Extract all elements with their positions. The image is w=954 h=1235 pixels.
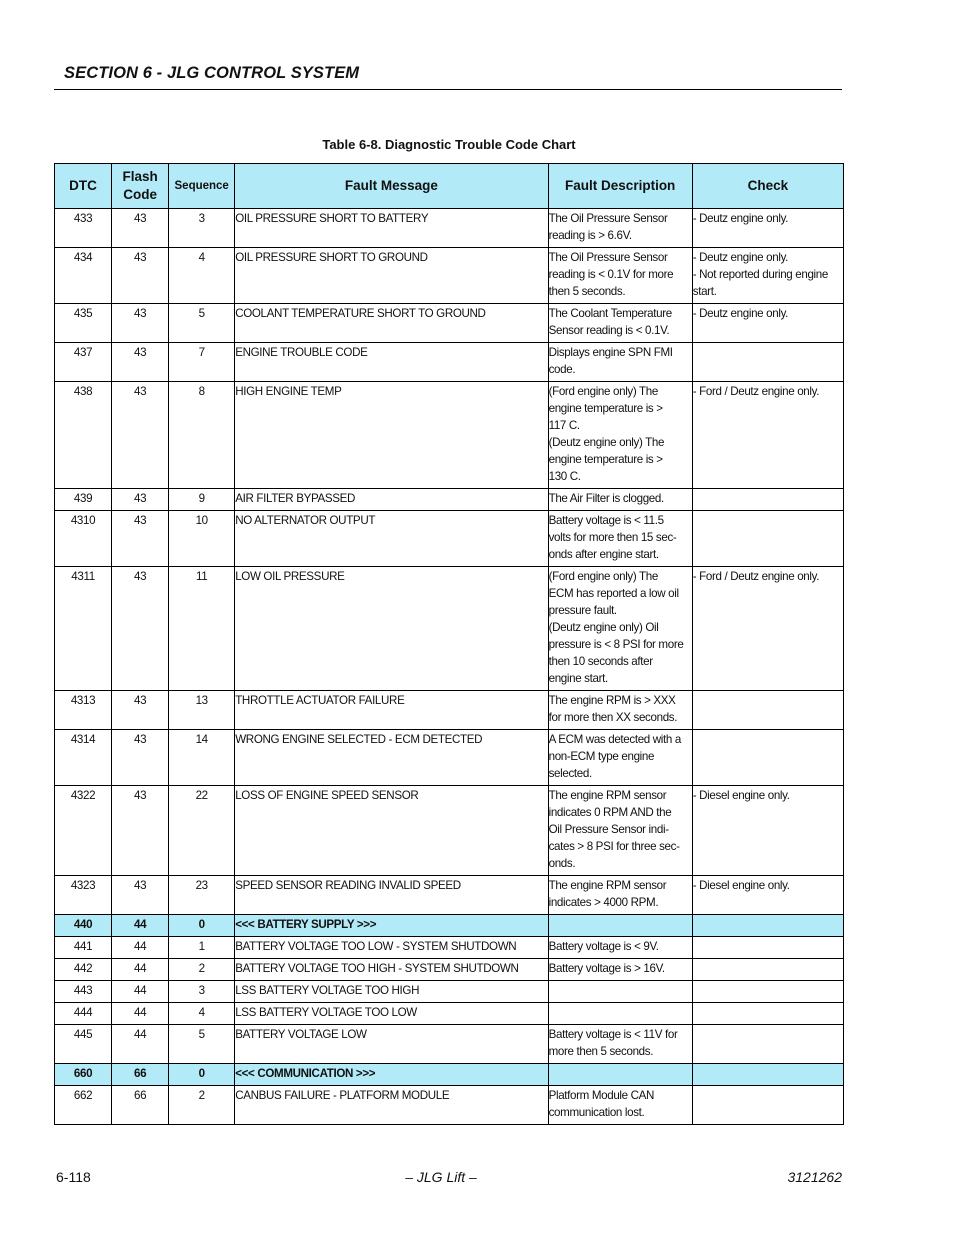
flash-code-cell: 44 xyxy=(112,981,169,1003)
dtc-cell: 441 xyxy=(55,937,112,959)
check-line: - Ford / Deutz engine only. xyxy=(692,385,820,398)
flash-header-line: Flash xyxy=(122,169,158,184)
flash-code-cell: 66 xyxy=(112,1086,169,1125)
fault-description-line: The engine RPM sensor xyxy=(548,789,667,802)
check-line: - Deutz engine only. xyxy=(692,251,789,264)
table-header-row xyxy=(55,164,844,209)
sequence-cell: 9 xyxy=(169,489,235,511)
check-cell xyxy=(692,209,843,248)
check-cell xyxy=(692,981,843,1003)
table-row xyxy=(55,915,844,937)
flash-header-line: Code xyxy=(123,187,157,202)
dtc-cell: 4310 xyxy=(55,511,112,567)
check-cell xyxy=(692,959,843,981)
fault-description-line: Battery voltage is < 9V. xyxy=(548,940,659,953)
fault-description-line: engine temperature is > xyxy=(548,453,663,466)
fault-message-cell: <<< BATTERY SUPPLY >>> xyxy=(235,915,548,937)
fault-description-line: Sensor reading is < 0.1V. xyxy=(548,324,670,337)
fault-description-line: indicates 0 RPM AND the xyxy=(548,806,672,819)
column-header-flash-code xyxy=(112,164,169,209)
fault-description-line: The Air Filter is clogged. xyxy=(548,492,664,505)
table-row xyxy=(55,691,844,730)
sequence-cell: 14 xyxy=(169,730,235,786)
table-row xyxy=(55,786,844,876)
dtc-cell: 4311 xyxy=(55,567,112,691)
check-cell xyxy=(692,915,843,937)
table-row xyxy=(55,959,844,981)
check-line: start. xyxy=(692,285,717,298)
check-line: - Diesel engine only. xyxy=(692,789,790,802)
fault-message-cell: COOLANT TEMPERATURE SHORT TO GROUND xyxy=(235,304,548,343)
dtc-cell: 4313 xyxy=(55,691,112,730)
fault-description-line: pressure fault. xyxy=(548,604,617,617)
fault-description-line: pressure is < 8 PSI for more xyxy=(548,638,684,651)
dtc-cell: 434 xyxy=(55,248,112,304)
fault-description-cell xyxy=(548,209,692,248)
fault-message-cell: LSS BATTERY VOLTAGE TOO LOW xyxy=(235,1003,548,1025)
fault-description-line: (Deutz engine only) Oil xyxy=(548,621,659,634)
fault-message-cell: THROTTLE ACTUATOR FAILURE xyxy=(235,691,548,730)
column-header-fault-description: Fault Description xyxy=(548,164,692,209)
flash-code-cell: 43 xyxy=(112,691,169,730)
table-row xyxy=(55,1025,844,1064)
fault-description-cell xyxy=(548,730,692,786)
footer-brand: – JLG Lift – xyxy=(405,1169,477,1185)
sequence-cell: 0 xyxy=(169,1064,235,1086)
check-cell xyxy=(692,691,843,730)
flash-code-cell: 43 xyxy=(112,786,169,876)
fault-description-line: then 5 seconds. xyxy=(548,285,626,298)
fault-description-cell xyxy=(548,786,692,876)
table-row xyxy=(55,489,844,511)
fault-description-line: selected. xyxy=(548,767,592,780)
flash-code-cell: 44 xyxy=(112,1003,169,1025)
flash-code-cell: 66 xyxy=(112,1064,169,1086)
check-cell xyxy=(692,1086,843,1125)
check-cell xyxy=(692,876,843,915)
fault-message-cell: AIR FILTER BYPASSED xyxy=(235,489,548,511)
fault-message-cell: LSS BATTERY VOLTAGE TOO HIGH xyxy=(235,981,548,1003)
fault-description-line: Battery voltage is < 11V for xyxy=(548,1028,678,1041)
flash-code-cell: 43 xyxy=(112,876,169,915)
dtc-cell: 438 xyxy=(55,382,112,489)
dtc-cell: 443 xyxy=(55,981,112,1003)
table-row xyxy=(55,981,844,1003)
fault-message-cell: BATTERY VOLTAGE TOO LOW - SYSTEM SHUTDOWN xyxy=(235,937,548,959)
fault-message-cell: BATTERY VOLTAGE TOO HIGH - SYSTEM SHUTDOWN xyxy=(235,959,548,981)
fault-message-cell: NO ALTERNATOR OUTPUT xyxy=(235,511,548,567)
table-row xyxy=(55,1086,844,1125)
fault-message-cell: BATTERY VOLTAGE LOW xyxy=(235,1025,548,1064)
fault-description-cell xyxy=(548,691,692,730)
sequence-cell: 1 xyxy=(169,937,235,959)
check-line: - Diesel engine only. xyxy=(692,879,790,892)
table-row xyxy=(55,248,844,304)
dtc-cell: 445 xyxy=(55,1025,112,1064)
fault-description-line: Battery voltage is > 16V. xyxy=(548,962,665,975)
sequence-cell: 4 xyxy=(169,1003,235,1025)
flash-code-cell: 43 xyxy=(112,209,169,248)
fault-description-line: engine temperature is > xyxy=(548,402,663,415)
fault-description-line: onds. xyxy=(548,857,576,870)
check-cell xyxy=(692,489,843,511)
dtc-cell: 442 xyxy=(55,959,112,981)
fault-description-line: Oil Pressure Sensor indi- xyxy=(548,823,669,836)
fault-description-cell xyxy=(548,915,692,937)
check-cell xyxy=(692,730,843,786)
dtc-cell: 660 xyxy=(55,1064,112,1086)
fault-description-cell xyxy=(548,1064,692,1086)
fault-description-line: volts for more then 15 sec- xyxy=(548,531,677,544)
sequence-cell: 4 xyxy=(169,248,235,304)
fault-message-cell: <<< COMMUNICATION >>> xyxy=(235,1064,548,1086)
fault-description-line: for more then XX seconds. xyxy=(548,711,678,724)
fault-description-cell xyxy=(548,489,692,511)
fault-description-line: Displays engine SPN FMI xyxy=(548,346,673,359)
fault-description-cell xyxy=(548,959,692,981)
fault-message-cell: HIGH ENGINE TEMP xyxy=(235,382,548,489)
fault-description-cell xyxy=(548,1003,692,1025)
fault-description-line: then 10 seconds after xyxy=(548,655,653,668)
flash-code-cell: 44 xyxy=(112,915,169,937)
header-rule xyxy=(54,89,842,90)
fault-description-line: The Oil Pressure Sensor xyxy=(548,251,668,264)
check-cell xyxy=(692,1003,843,1025)
column-header-check: Check xyxy=(692,164,843,209)
flash-code-cell: 43 xyxy=(112,248,169,304)
fault-description-line: cates > 8 PSI for three sec- xyxy=(548,840,680,853)
table-row xyxy=(55,567,844,691)
fault-description-line: (Deutz engine only) The xyxy=(548,436,665,449)
fault-description-cell xyxy=(548,343,692,382)
sequence-cell: 2 xyxy=(169,959,235,981)
fault-description-line: Platform Module CAN xyxy=(548,1089,655,1102)
flash-code-cell: 43 xyxy=(112,382,169,489)
fault-message-cell: CANBUS FAILURE - PLATFORM MODULE xyxy=(235,1086,548,1125)
fault-description-cell xyxy=(548,1025,692,1064)
dtc-cell: 435 xyxy=(55,304,112,343)
flash-code-cell: 43 xyxy=(112,489,169,511)
fault-description-line: The Coolant Temperature xyxy=(548,307,672,320)
fault-description-line: non-ECM type engine xyxy=(548,750,655,763)
check-line: - Deutz engine only. xyxy=(692,212,789,225)
fault-description-line: (Ford engine only) The xyxy=(548,570,658,583)
table-row xyxy=(55,1003,844,1025)
fault-message-cell: WRONG ENGINE SELECTED - ECM DETECTED xyxy=(235,730,548,786)
fault-description-line: engine start. xyxy=(548,672,608,685)
sequence-cell: 13 xyxy=(169,691,235,730)
page-number: 6-118 xyxy=(56,1169,91,1185)
table-row xyxy=(55,937,844,959)
table-row xyxy=(55,343,844,382)
dtc-cell: 444 xyxy=(55,1003,112,1025)
check-cell xyxy=(692,511,843,567)
fault-description-line: Battery voltage is < 11.5 xyxy=(548,514,664,527)
flash-code-cell: 44 xyxy=(112,1025,169,1064)
check-cell xyxy=(692,786,843,876)
sequence-cell: 11 xyxy=(169,567,235,691)
dtc-cell: 662 xyxy=(55,1086,112,1125)
check-cell xyxy=(692,382,843,489)
sequence-cell: 3 xyxy=(169,209,235,248)
fault-description-line: ECM has reported a low oil xyxy=(548,587,679,600)
flash-code-cell: 43 xyxy=(112,730,169,786)
fault-description-line: (Ford engine only) The xyxy=(548,385,658,398)
fault-description-cell xyxy=(548,304,692,343)
fault-description-line: communication lost. xyxy=(548,1106,645,1119)
check-line: - Deutz engine only. xyxy=(692,307,789,320)
fault-message-cell: LOW OIL PRESSURE xyxy=(235,567,548,691)
table-row xyxy=(55,209,844,248)
sequence-cell: 10 xyxy=(169,511,235,567)
fault-description-line: The engine RPM is > XXX xyxy=(548,694,676,707)
sequence-cell: 7 xyxy=(169,343,235,382)
check-line: - Ford / Deutz engine only. xyxy=(692,570,820,583)
fault-description-line: onds after engine start. xyxy=(548,548,659,561)
dtc-cell: 4314 xyxy=(55,730,112,786)
fault-description-cell xyxy=(548,248,692,304)
fault-description-line: reading is > 6.6V. xyxy=(548,229,632,242)
fault-message-cell: ENGINE TROUBLE CODE xyxy=(235,343,548,382)
fault-message-cell: SPEED SENSOR READING INVALID SPEED xyxy=(235,876,548,915)
check-cell xyxy=(692,1064,843,1086)
column-header-dtc: DTC xyxy=(55,164,112,209)
flash-code-cell: 43 xyxy=(112,511,169,567)
flash-code-cell: 44 xyxy=(112,937,169,959)
fault-description-cell xyxy=(548,567,692,691)
section-title: SECTION 6 - JLG CONTROL SYSTEM xyxy=(64,64,360,82)
check-cell xyxy=(692,304,843,343)
fault-description-line: code. xyxy=(548,363,576,376)
fault-description-cell xyxy=(548,981,692,1003)
table-row xyxy=(55,382,844,489)
flash-code-cell: 43 xyxy=(112,343,169,382)
sequence-cell: 22 xyxy=(169,786,235,876)
sequence-cell: 5 xyxy=(169,1025,235,1064)
fault-description-cell xyxy=(548,937,692,959)
check-cell xyxy=(692,567,843,691)
fault-description-line: reading is < 0.1V for more xyxy=(548,268,674,281)
check-line: - Not reported during engine xyxy=(692,268,828,281)
fault-message-cell: LOSS OF ENGINE SPEED SENSOR xyxy=(235,786,548,876)
sequence-cell: 2 xyxy=(169,1086,235,1125)
table-row xyxy=(55,511,844,567)
check-cell xyxy=(692,343,843,382)
fault-description-line: The Oil Pressure Sensor xyxy=(548,212,668,225)
dtc-cell: 4323 xyxy=(55,876,112,915)
sequence-cell: 23 xyxy=(169,876,235,915)
sequence-cell: 5 xyxy=(169,304,235,343)
table-body xyxy=(55,209,844,1125)
column-header-sequence: Sequence xyxy=(169,164,235,209)
fault-description-line: 117 C. xyxy=(548,419,580,432)
dtc-cell: 4322 xyxy=(55,786,112,876)
dtc-table xyxy=(54,163,844,1125)
fault-description-cell xyxy=(548,1086,692,1125)
fault-description-line: more then 5 seconds. xyxy=(548,1045,654,1058)
fault-description-line: indicates > 4000 RPM. xyxy=(548,896,659,909)
fault-description-line: 130 C. xyxy=(548,470,581,483)
sequence-cell: 0 xyxy=(169,915,235,937)
dtc-cell: 440 xyxy=(55,915,112,937)
table-row xyxy=(55,1064,844,1086)
check-cell xyxy=(692,248,843,304)
document-number: 3121262 xyxy=(787,1169,842,1185)
table-row xyxy=(55,730,844,786)
table-row xyxy=(55,304,844,343)
fault-description-line: A ECM was detected with a xyxy=(548,733,681,746)
fault-description-cell xyxy=(548,876,692,915)
check-cell xyxy=(692,1025,843,1064)
dtc-cell: 437 xyxy=(55,343,112,382)
fault-message-cell: OIL PRESSURE SHORT TO BATTERY xyxy=(235,209,548,248)
table-caption: Table 6-8. Diagnostic Trouble Code Chart xyxy=(322,137,576,152)
check-cell xyxy=(692,937,843,959)
sequence-cell: 3 xyxy=(169,981,235,1003)
sequence-cell: 8 xyxy=(169,382,235,489)
table-row xyxy=(55,876,844,915)
fault-description-cell xyxy=(548,511,692,567)
column-header-fault-message: Fault Message xyxy=(235,164,548,209)
fault-description-cell xyxy=(548,382,692,489)
flash-code-cell: 44 xyxy=(112,959,169,981)
flash-code-cell: 43 xyxy=(112,304,169,343)
flash-code-cell: 43 xyxy=(112,567,169,691)
dtc-cell: 439 xyxy=(55,489,112,511)
fault-message-cell: OIL PRESSURE SHORT TO GROUND xyxy=(235,248,548,304)
dtc-cell: 433 xyxy=(55,209,112,248)
fault-description-line: The engine RPM sensor xyxy=(548,879,667,892)
